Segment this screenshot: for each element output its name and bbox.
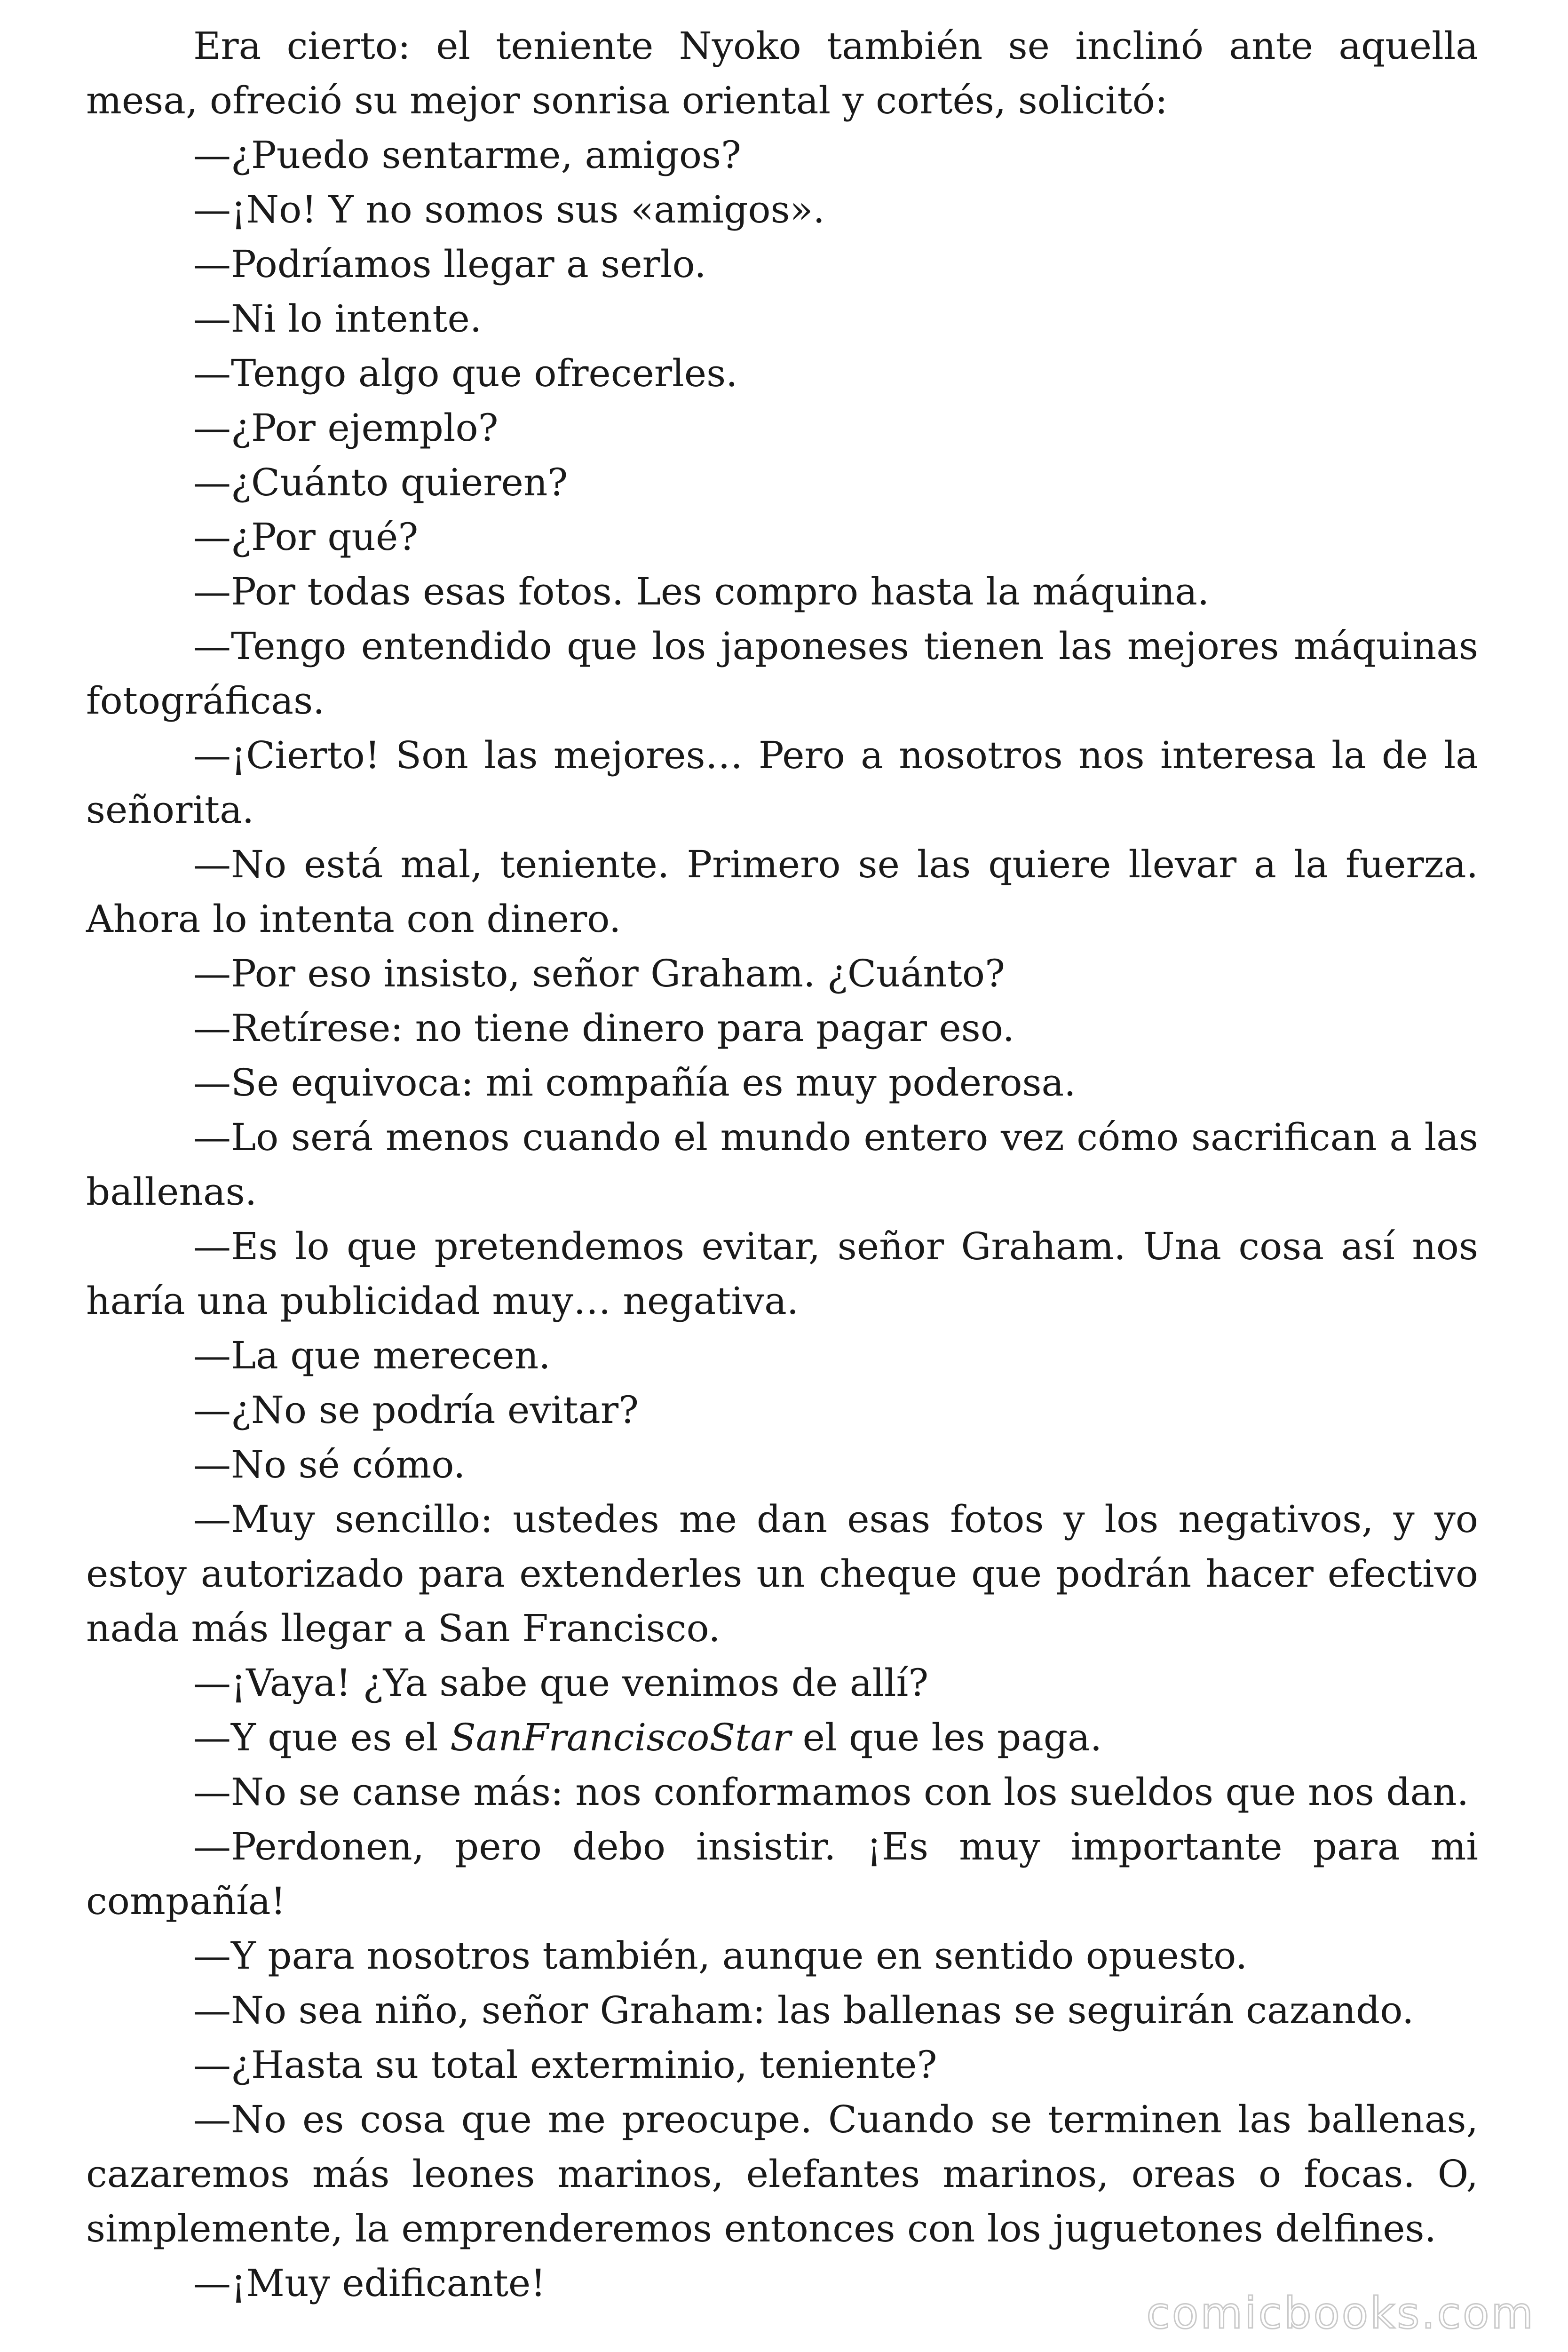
paragraph-24-before: —Y que es el <box>193 1716 450 1759</box>
paragraph-13: —No está mal, teniente. Primero se las quiere llevar a la fuerza. Ahora lo intenta con dinero. <box>86 842 1478 941</box>
paragraph-7: —¿Por ejemplo? <box>193 406 499 450</box>
paragraph-22: —Muy sencillo: ustedes me dan esas fotos y los negativos, y yo estoy autorizado para extenderles un cheque que podrán hacer efectivo nada más llegar a San Francisco. <box>86 1497 1478 1650</box>
paragraph-19: —La que merecen. <box>193 1334 551 1377</box>
paragraph-20: —¿No se podría evitar? <box>193 1388 639 1432</box>
paragraph-8: —¿Cuánto quieren? <box>193 461 568 504</box>
paragraph-21: —No sé cómo. <box>193 1443 466 1486</box>
paragraph-30: —No es cosa que me preocupe. Cuando se terminen las ballenas, cazaremos más leones marinos, elefantes marinos, oreas o focas. O, simplemente, la emprenderemos entonces con los juguetones delfines. <box>86 2098 1478 2250</box>
paragraph-14: —Por eso insisto, señor Graham. ¿Cuánto? <box>193 952 1005 995</box>
paragraph-4: —Podríamos llegar a serlo. <box>193 242 706 286</box>
paragraph-18: —Es lo que pretendemos evitar, señor Graham. Una cosa así nos haría una publicidad muy… negativa. <box>86 1224 1478 1323</box>
paragraph-23: —¡Vaya! ¿Ya sabe que venimos de allí? <box>193 1661 929 1705</box>
paragraph-16: —Se equivoca: mi compañía es muy poderosa. <box>193 1061 1076 1104</box>
paragraph-28: —No sea niño, señor Graham: las ballenas se seguirán cazando. <box>193 1988 1414 2032</box>
paragraph-12: —¡Cierto! Son las mejores… Pero a nosotros nos interesa la de la señorita. <box>86 733 1478 832</box>
paragraph-17: —Lo será menos cuando el mundo entero vez cómo sacrifican a las ballenas. <box>86 1115 1478 1214</box>
newspaper-title: SanFranciscoStar <box>450 1716 791 1759</box>
paragraph-2: —¿Puedo sentarme, amigos? <box>193 133 741 177</box>
paragraph-26: —Perdonen, pero debo insistir. ¡Es muy importante para mi compañía! <box>86 1825 1478 1923</box>
paragraph-25: —No se canse más: nos conformamos con los sueldos que nos dan. <box>193 1770 1469 1814</box>
page-body-text <box>86 19 1478 2311</box>
paragraph-27: —Y para nosotros también, aunque en sentido opuesto. <box>193 1934 1248 1978</box>
watermark: comicbooks.com <box>1146 2288 1535 2338</box>
paragraph-24 <box>86 1710 1478 1765</box>
paragraph-6: —Tengo algo que ofrecerles. <box>193 351 738 395</box>
paragraph-1: Era cierto: el teniente Nyoko también se inclinó ante aquella mesa, ofreció su mejor sonrisa oriental y cortés, solicitó: <box>86 24 1478 122</box>
paragraph-15: —Retírese: no tiene dinero para pagar eso. <box>193 1006 1015 1050</box>
paragraph-11: —Tengo entendido que los japoneses tienen las mejores máquinas fotográficas. <box>86 624 1478 723</box>
paragraph-5: —Ni lo intente. <box>193 297 482 341</box>
paragraph-3: —¡No! Y no somos sus «amigos». <box>193 188 825 231</box>
paragraph-31: —¡Muy edificante! <box>193 2261 546 2305</box>
paragraph-10: —Por todas esas fotos. Les compro hasta la máquina. <box>193 570 1210 613</box>
paragraph-24-after: el que les paga. <box>791 1716 1102 1759</box>
paragraph-29: —¿Hasta su total exterminio, teniente? <box>193 2043 937 2087</box>
paragraph-9: —¿Por qué? <box>193 515 419 559</box>
